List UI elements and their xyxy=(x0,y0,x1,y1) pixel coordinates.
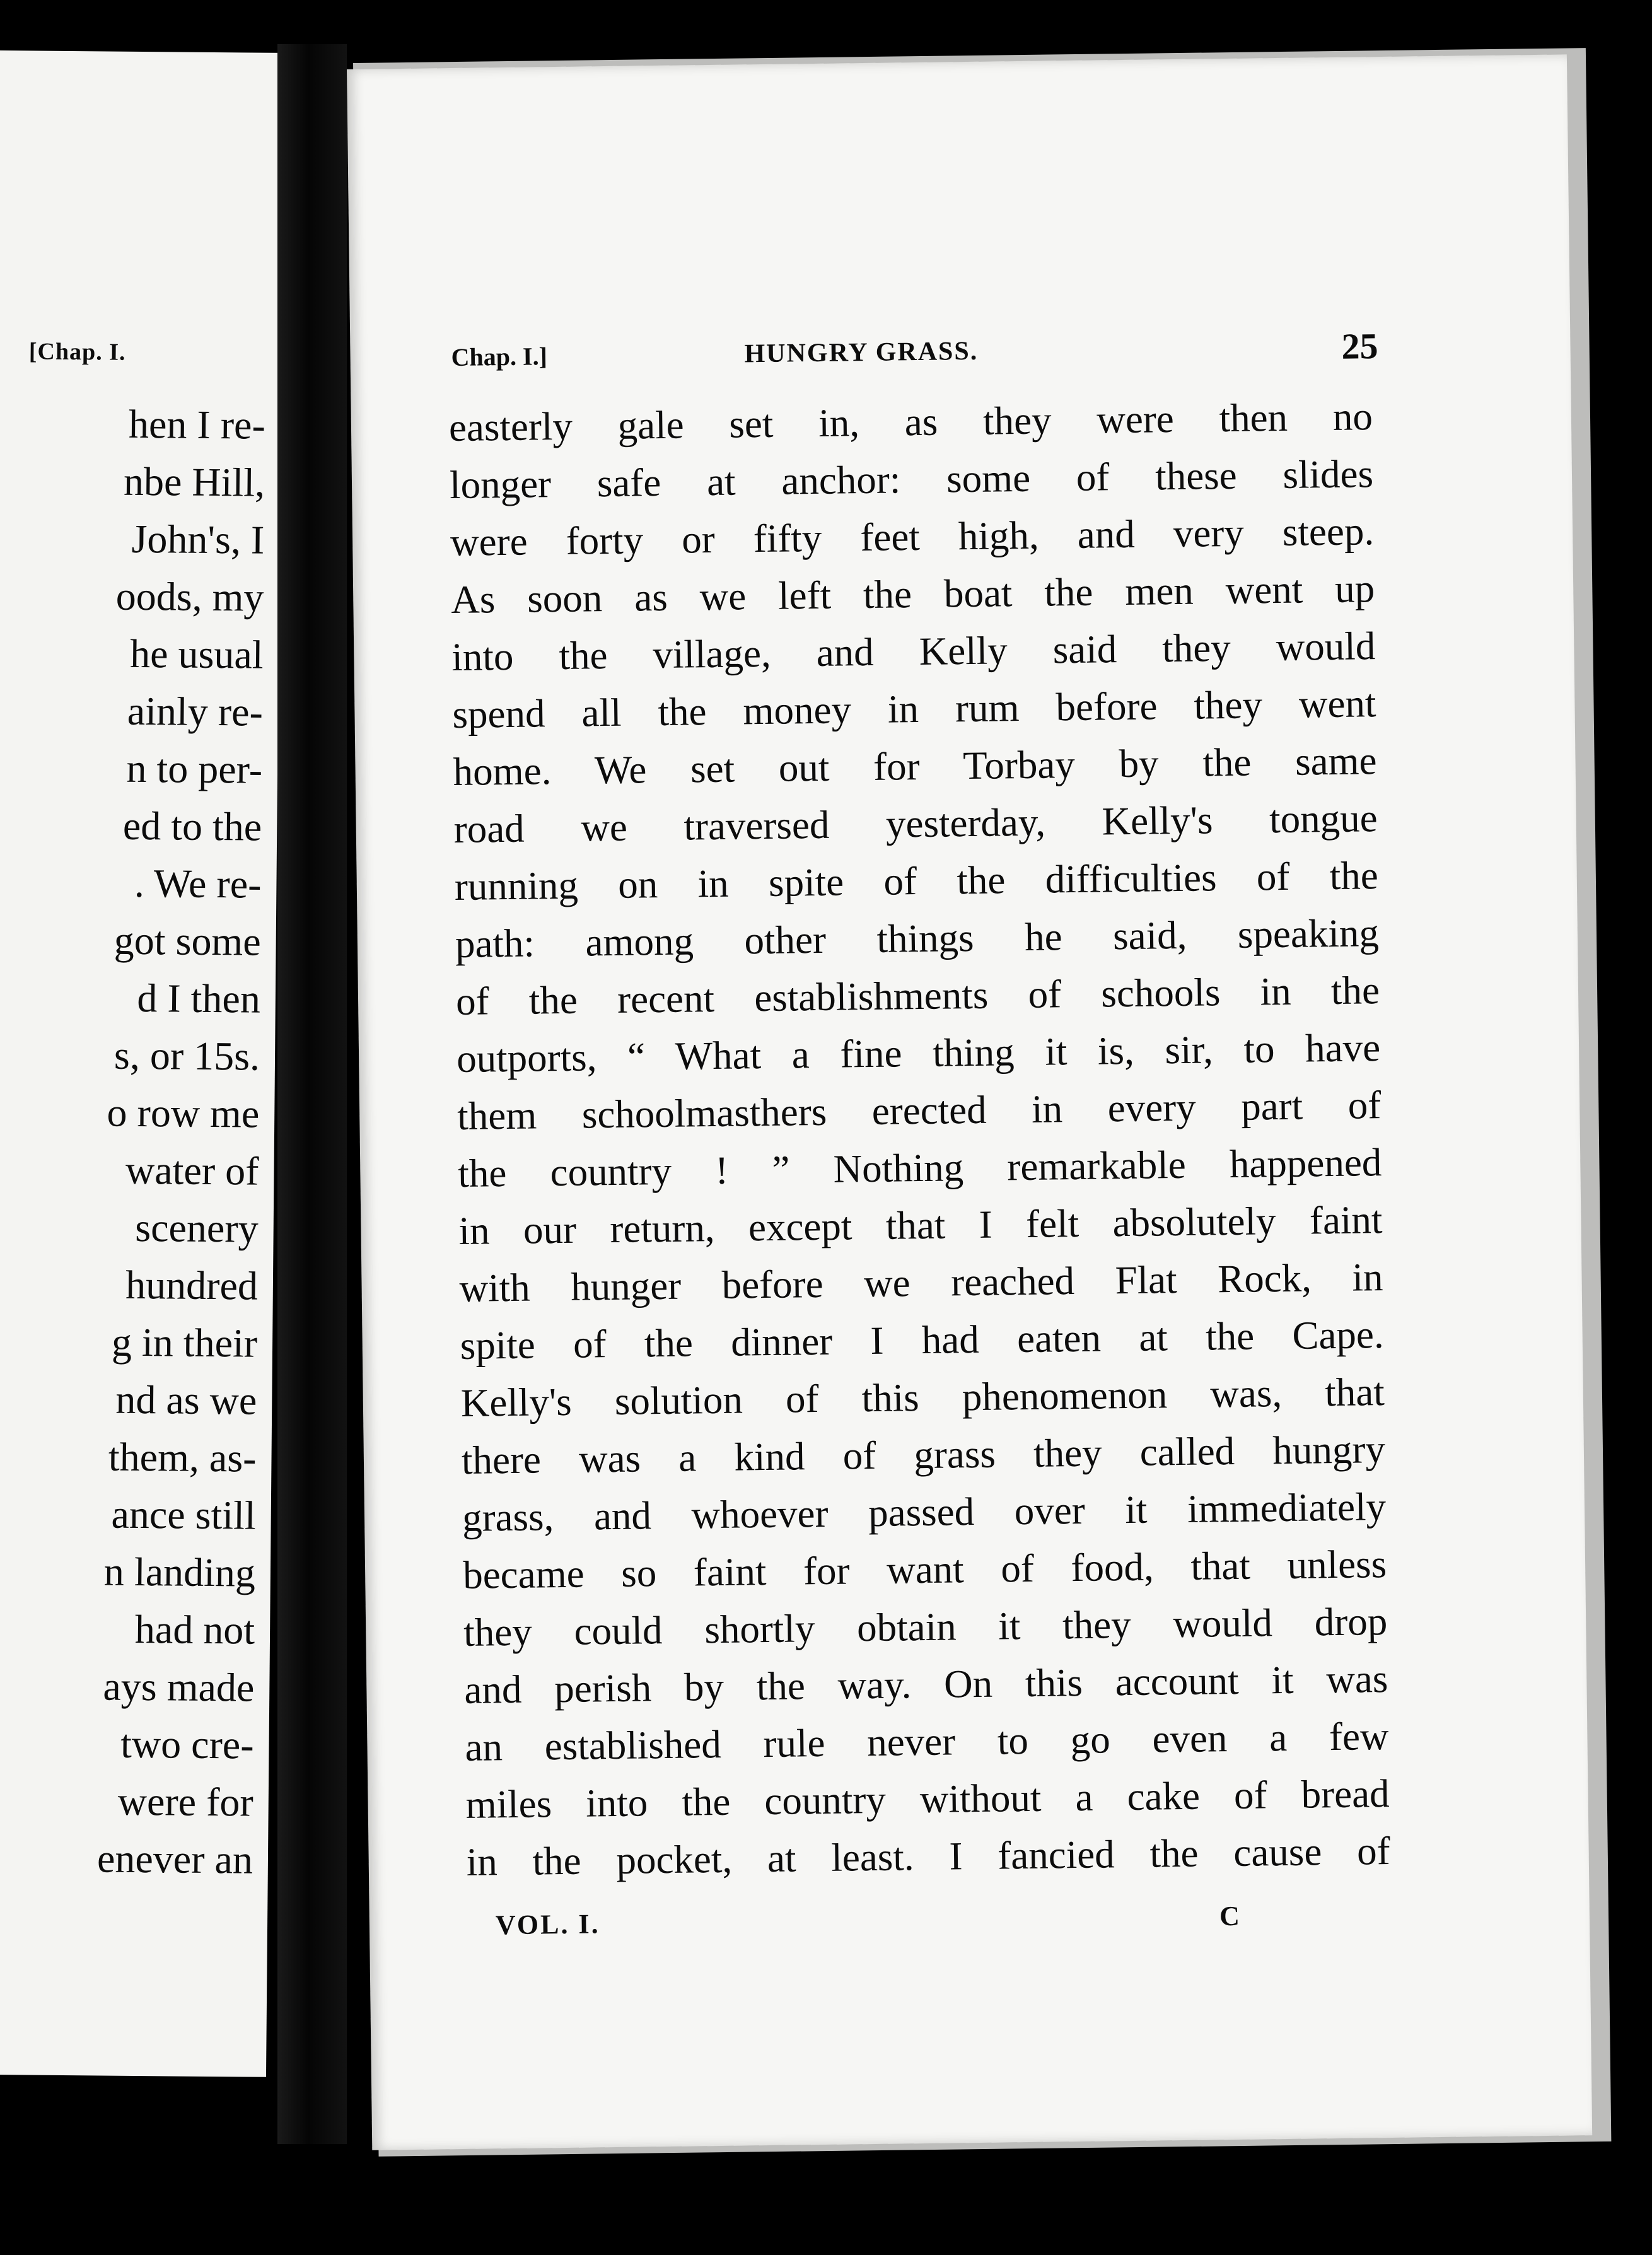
text-line: running on in spite of the difficulties of the xyxy=(454,853,1379,909)
left-text-line: ance still xyxy=(111,1491,257,1538)
left-text-line: o row me xyxy=(107,1090,260,1136)
left-page-text xyxy=(0,393,265,1888)
page-number: 25 xyxy=(1341,325,1378,367)
left-text-line: water of xyxy=(125,1147,259,1194)
text-line: of the recent establishments of schools in the xyxy=(455,968,1380,1023)
left-text-line: n landing xyxy=(103,1549,256,1595)
text-line: path: among other things he said, speaking xyxy=(455,911,1380,967)
left-text-line: enever an xyxy=(96,1836,253,1882)
left-text-line: nbe Hill, xyxy=(123,458,265,505)
left-running-head: [Chap. I. xyxy=(28,338,126,366)
left-text-line: ays made xyxy=(103,1664,255,1710)
left-page xyxy=(0,50,284,2077)
left-text-line: ainly re- xyxy=(127,688,264,735)
running-head xyxy=(451,325,1378,387)
left-text-line: s, or 15s. xyxy=(113,1032,260,1079)
left-text-line: d I then xyxy=(137,975,261,1022)
left-text-line: hen I re- xyxy=(128,401,266,448)
left-text-line: were for xyxy=(117,1778,254,1825)
text-line: spite of the dinner I had eaten at the Cape. xyxy=(460,1312,1385,1368)
left-text-line: John's, I xyxy=(131,516,265,562)
text-line: the country ! ” Nothing remarkable happened xyxy=(457,1140,1382,1196)
left-text-line: scenery xyxy=(134,1204,259,1251)
right-page xyxy=(347,54,1592,2150)
page-footer xyxy=(496,1900,1240,1947)
text-line: became so faint for want of food, that unless xyxy=(462,1542,1387,1597)
text-line: an established rule never to go even a few xyxy=(465,1714,1389,1769)
left-text-line: . We re- xyxy=(134,860,262,907)
text-line: they could shortly obtain it they would drop xyxy=(463,1599,1388,1655)
left-text-line: he usual xyxy=(129,631,264,677)
volume-label: VOL. I. xyxy=(495,1908,600,1941)
left-text-line: ed to the xyxy=(122,803,262,849)
text-line: into the village, and Kelly said they would xyxy=(451,624,1376,680)
left-text-line: two cre- xyxy=(120,1721,254,1768)
text-line: As soon as we left the boat the men went up xyxy=(450,566,1375,622)
text-line: grass, and whoever passed over it immediately xyxy=(462,1484,1387,1540)
text-line: longer safe at anchor: some of these slides xyxy=(449,452,1374,508)
running-head-chapter: Chap. I.] xyxy=(451,342,548,372)
left-text-line: nd as we xyxy=(115,1377,257,1423)
text-line: there was a kind of grass they called hungry xyxy=(461,1427,1386,1483)
text-line: in the pocket, at least. I fancied the cause of xyxy=(466,1828,1391,1884)
left-text-line: g in their xyxy=(111,1319,258,1366)
text-line: easterly gale set in, as they were then no xyxy=(448,394,1373,450)
left-text-line: oods, my xyxy=(115,573,264,620)
running-head-title: HUNGRY GRASS. xyxy=(744,336,979,369)
left-text-line: them, as- xyxy=(108,1434,257,1481)
text-line: and perish by the way. On this account it was xyxy=(463,1657,1388,1712)
book-gutter xyxy=(277,44,347,2144)
left-text-line: n to per- xyxy=(126,745,263,792)
text-line: them schoolmasthers erected in every part of xyxy=(457,1083,1382,1138)
text-line: with hunger before we reached Flat Rock, in xyxy=(459,1255,1383,1310)
text-line: were forty or fifty feet high, and very steep. xyxy=(450,509,1375,565)
text-line: road we traversed yesterday, Kelly's tongue xyxy=(453,796,1378,852)
text-line: miles into the country without a cake of bread xyxy=(465,1771,1390,1827)
page-body-text xyxy=(448,388,1390,1891)
signature-mark: C xyxy=(1219,1900,1240,1932)
text-line: outports, “ What a fine thing it is, sir, to have xyxy=(456,1025,1381,1081)
text-line: spend all the money in rum before they went xyxy=(452,681,1376,737)
left-text-line: had not xyxy=(134,1606,255,1653)
text-line: in our return, except that I felt absolutely faint xyxy=(458,1197,1383,1253)
text-line: home. We set out for Torbay by the same xyxy=(453,738,1377,795)
left-text-line: got some xyxy=(113,918,261,964)
left-text-line: hundred xyxy=(125,1262,259,1308)
text-line: Kelly's solution of this phenomenon was, that xyxy=(460,1370,1385,1425)
